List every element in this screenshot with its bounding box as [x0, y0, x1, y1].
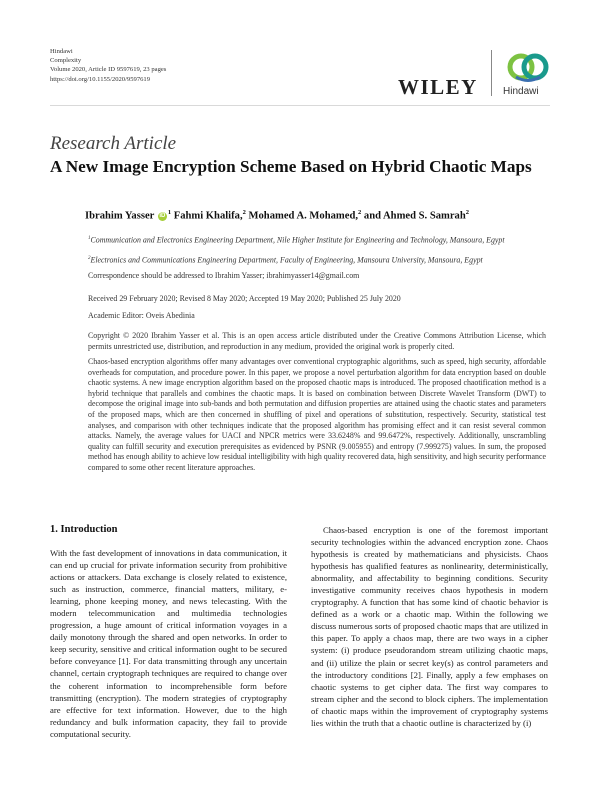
header-rule — [50, 105, 550, 106]
author-list — [85, 209, 469, 222]
author-name: Ibrahim Yasser — [85, 210, 155, 222]
hindawi-logo-text: Hindawi — [503, 86, 539, 97]
affiliation-2 — [88, 254, 546, 266]
publisher-name: Hindawi — [50, 48, 73, 55]
copyright-notice: Copyright © 2020 Ibrahim Yasser et al. This is an open access article distributed under the Creative Commons Attribution License, which permits unrestricted use, distribution, and reproduction in any medium, provided the original work is properly cited. — [88, 331, 546, 351]
wiley-logo: WILEY — [398, 75, 478, 99]
body-column-left — [50, 547, 287, 740]
body-column-right — [311, 524, 548, 729]
author-name: Fahmi Khalifa, — [173, 210, 243, 222]
logo-divider — [491, 50, 492, 96]
author-affiliation-number: 1 — [167, 209, 172, 216]
academic-editor: Academic Editor: Oveis Abedinia — [88, 311, 195, 320]
article-dates: Received 29 February 2020; Revised 8 May 2020; Accepted 19 May 2020; Published 25 July 2020 — [88, 294, 401, 303]
hindawi-logo-icon — [500, 50, 556, 86]
author-affiliation-number: 2 — [465, 209, 469, 216]
body-paragraph: With the fast development of innovations in data communication, it can end up crucial for private information security from prohibitive actions or attackers. Data exchange is closely related to existence, such as instruction, commerce, financial matters, military, e-learning, phone keeping money, and news telecasting. With the modern telecommunication and multimedia technologies progression, a huge amount of critical information voyages in a daily monotony through the shared and open networks. In order to keep security, sensitive and critical information ought to be secured before conveyance [1]. For data transmitting through any uncertain channel, certain cryptograph techniques are required to change over the coherent information to incomprehensible form before transmitting (encryption). The modern strategies of cryptography are effective for text information. However, due to the high redundancy and bulk information capacity, they fail to provide computational security. — [50, 548, 287, 739]
hindawi-ring-teal — [524, 56, 546, 78]
author-affiliation-number: 2 — [242, 209, 246, 216]
volume-info: Volume 2020, Article ID 9597619, 23 pages — [50, 66, 167, 74]
doi-link[interactable]: https://doi.org/10.1155/2020/9597619 — [50, 75, 151, 83]
article-type: Research Article — [50, 133, 177, 154]
article-title: A New Image Encryption Scheme Based on Hybrid Chaotic Maps — [50, 157, 532, 176]
affiliation-1 — [88, 234, 546, 246]
section-heading: 1. Introduction — [50, 524, 118, 535]
orcid-icon[interactable]: iD — [159, 212, 166, 219]
affiliation-text: Electronics and Communications Engineering Department, Faculty of Engineering, Mansoura University, Mansoura, Egypt — [90, 255, 483, 265]
affiliation-number: 2 — [88, 256, 91, 261]
author-name: and Ahmed S. Samrah — [363, 210, 466, 222]
author-affiliation-number: 2 — [357, 209, 362, 216]
body-paragraph: Chaos-based encryption is one of the foremost important security technologies within the advanced encryption zone. Chaos hypothesis is created by mathematicians and physicists. Chaos hypothesis has qualified features as nonlinearity, deterministically, abnormality, and affectability to beginning conditions. Security investigative community receives chaos hypothesis in modern cryptography. A function that has some kind of chaotic behavior is defined as a work or a chaotic map. Within the following we discuss numerous sorts of proposed chaotic maps that are utilized in this paper. To apply a chaos map, there are two ways in a cipher system: (i) produce pseudorandom stream utilizing chaotic maps, and (ii) utilize the plain or secret key(s) as control parameters and the introductory conditions [2]. Finally, apply a few emphases on chaotic systems to get cipher data. The first way compares to stream cipher and the second to block ciphers. The implementation of chaotic maps within the improvement of cryptography systems lies within the truth that a chaotic outline is characterized by (i) — [311, 525, 548, 728]
abstract: Chaos-based encryption algorithms offer many advantages over conventional cryptographic algorithms, such as speed, high security, affordable overheads for computation, and procedure power. In this paper, we propose a novel perturbation algorithm for data encryption based on double chaotic systems. A new image encryption algorithm based on the proposed chaotic maps is introduced. The proposed chaotification method is a hybrid technique that parallels and combines the chaotic maps. It is based on combination between Discrete Wavelet Transform (DWT) to decompose the original image into sub-bands and both permutation and diffusion properties are attained using the chaotic states and parameters of the proposed maps, which are then concerned in shuffling of pixel and operations of substitution, respectively. Security, statistical test analyses, and comparison with other techniques indicate that the proposed algorithm has promising effect and it can resist several common attacks. Namely, the average values for UACI and NPCR metrics were 33.6248% and 99.6472%, respectively. Additionally, unscrambling quality can fulfill security and execution prerequisites as evidenced by PSNR (9.005955) and entropy (7.999275) values. In sum, the proposed method has enough ability to achieve low residual intelligibility with high quality recovered data, high sensitivity, and high security performance compared to some other recent literature approaches. — [88, 357, 546, 472]
correspondence: Correspondence should be addressed to Ibrahim Yasser; ibrahimyasser14@gmail.com — [88, 271, 360, 280]
journal-metadata — [50, 47, 166, 84]
affiliation-number: 1 — [88, 236, 91, 241]
journal-name: Complexity — [50, 57, 82, 65]
affiliation-text: Communication and Electronics Engineering Department, Nile Higher Institute for Engineering and Technology, Mansoura, Egypt — [90, 235, 505, 245]
author-name: Mohamed A. Mohamed, — [248, 210, 358, 222]
